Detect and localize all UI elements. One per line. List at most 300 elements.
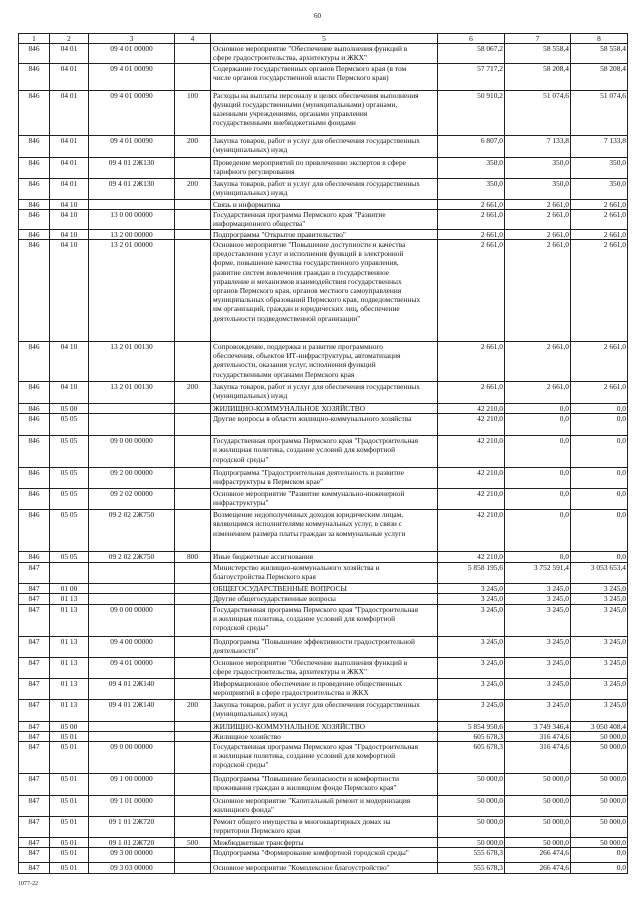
amount-col6-cell: 3 245,0 [438, 699, 505, 721]
amount-col7-cell: 0,0 [505, 404, 571, 414]
amount-col8-cell: 3 245,0 [571, 636, 628, 657]
amount-col6-cell: 42 210,0 [438, 414, 505, 436]
description-cell: Государственная программа Пермского края "Градостроительная и жилищная политика, создание условий для комфортной городской среды" [211, 436, 438, 468]
amount-col8-cell: 3 245,0 [571, 657, 628, 678]
admin-code-cell: 847 [19, 699, 50, 721]
amount-col7-cell: 3 245,0 [505, 678, 571, 699]
description-cell: Основное мероприятие "Обеспечение выполнения функций в сфере градостроительства, архитектуры и ЖКХ" [211, 44, 438, 63]
expense-type-cell [175, 468, 211, 489]
target-article-cell: 09 4 00 00000 [89, 636, 175, 657]
target-article-cell: 09 4 01 2Ж130 [89, 178, 175, 199]
table-row [19, 731, 628, 741]
column-header: 5 [211, 34, 438, 44]
amount-col8-cell: 350,0 [571, 157, 628, 178]
section-code-cell: 05 01 [50, 863, 89, 874]
amount-col6-cell: 2 661,0 [438, 240, 505, 342]
amount-col7-cell: 3 245,0 [505, 584, 571, 594]
admin-code-cell: 846 [19, 240, 50, 342]
expense-type-cell [175, 240, 211, 342]
amount-col7-cell: 3 749 346,4 [505, 721, 571, 731]
description-cell: Закупка товаров, работ и услуг для обеспечения государственных (муниципальных) нужд [211, 178, 438, 199]
description-cell: Основное мероприятие "Обеспечение выполнения функций в сфере градостроительства, архитектуры и ЖКХ" [211, 657, 438, 678]
amount-col8-cell: 58 208,4 [571, 63, 628, 90]
table-row [19, 404, 628, 414]
amount-col6-cell: 5 858 195,6 [438, 563, 505, 584]
admin-code-cell: 846 [19, 178, 50, 199]
column-header: 7 [505, 34, 571, 44]
admin-code-cell: 846 [19, 468, 50, 489]
target-article-cell: 09 4 01 00090 [89, 63, 175, 90]
expense-type-cell [175, 404, 211, 414]
amount-col8-cell: 2 661,0 [571, 342, 628, 382]
description-cell: Другие вопросы в области жилищно-коммунального хозяйства [211, 414, 438, 436]
table-row [19, 240, 628, 342]
amount-col7-cell: 3 245,0 [505, 604, 571, 636]
amount-col7-cell: 2 661,0 [505, 240, 571, 342]
amount-col8-cell: 3 050 408,4 [571, 721, 628, 731]
description-cell: Подпрограмма "Градостроительная деятельность и развитие инфраструктуры в Пермском крае" [211, 468, 438, 489]
target-article-cell: 13 2 01 00000 [89, 240, 175, 342]
amount-col7-cell: 2 661,0 [505, 229, 571, 239]
amount-col6-cell: 3 245,0 [438, 594, 505, 604]
admin-code-cell: 847 [19, 657, 50, 678]
amount-col8-cell: 3 245,0 [571, 699, 628, 721]
description-cell: Возмещение недополученных доходов юридическим лицам, являющимся исполнителями коммунальных услуг, в связи с изменением размера платы граждан за коммунальные услуги [211, 510, 438, 552]
target-article-cell: 09 1 01 00000 [89, 796, 175, 817]
amount-col6-cell: 5 854 950,6 [438, 721, 505, 731]
admin-code-cell: 846 [19, 157, 50, 178]
expense-type-cell: 500 [175, 838, 211, 848]
admin-code-cell: 847 [19, 742, 50, 774]
amount-col8-cell: 2 661,0 [571, 209, 628, 229]
table-row [19, 63, 628, 90]
table-row [19, 229, 628, 239]
table-row [19, 44, 628, 63]
description-cell: Закупка товаров, работ и услуг для обеспечения государственных (муниципальных) нужд [211, 699, 438, 721]
section-code-cell: 05 01 [50, 796, 89, 817]
amount-col8-cell: 0,0 [571, 552, 628, 563]
amount-col6-cell: 2 661,0 [438, 199, 505, 209]
admin-code-cell: 846 [19, 209, 50, 229]
target-article-cell: 09 2 00 00000 [89, 468, 175, 489]
amount-col8-cell: 7 133,8 [571, 135, 628, 157]
description-cell: Подпрограмма "Повышение безопасности и комфортности проживания граждан в жилищном фонде Пермского края" [211, 774, 438, 796]
table-row [19, 817, 628, 838]
section-code-cell: 05 05 [50, 414, 89, 436]
description-cell: Государственная программа Пермского края "Градостроительная и жилищная политика, создание условий для комфортной городской среды" [211, 604, 438, 636]
table-row [19, 636, 628, 657]
amount-col6-cell: 2 661,0 [438, 342, 505, 382]
table-row [19, 209, 628, 229]
section-code-cell: 05 05 [50, 510, 89, 552]
section-code-cell: 01 13 [50, 699, 89, 721]
target-article-cell [89, 199, 175, 209]
section-code-cell: 05 05 [50, 436, 89, 468]
amount-col6-cell: 50 000,0 [438, 817, 505, 838]
description-cell: Государственная программа Пермского края "Градостроительная и жилищная политика, создание условий для комфортной городской среды" [211, 742, 438, 774]
amount-col6-cell: 50 000,0 [438, 838, 505, 848]
description-cell: Межбюджетные трансферты [211, 838, 438, 848]
expense-type-cell [175, 199, 211, 209]
expense-type-cell [175, 796, 211, 817]
admin-code-cell: 847 [19, 817, 50, 838]
target-article-cell [89, 594, 175, 604]
expense-type-cell [175, 848, 211, 863]
description-cell: Подпрограмма "Формирование комфортной городской среды" [211, 848, 438, 863]
description-cell: Расходы на выплаты персоналу в целях обеспечения выполнения функций государственными (муниципальными) органами, казенными учреждениями, органами управления государственными внебюджетными фондами [211, 90, 438, 135]
column-header: 2 [50, 34, 89, 44]
target-article-cell: 09 1 01 2Ж720 [89, 838, 175, 848]
description-cell: Основное мероприятие "Комплексное благоустройство" [211, 863, 438, 874]
admin-code-cell: 846 [19, 489, 50, 510]
expense-type-cell: 200 [175, 382, 211, 404]
table-row [19, 468, 628, 489]
expense-type-cell [175, 678, 211, 699]
description-cell: Иные бюджетные ассигнования [211, 552, 438, 563]
column-header: 3 [89, 34, 175, 44]
column-number-row [19, 34, 628, 44]
target-article-cell: 09 4 01 00000 [89, 657, 175, 678]
amount-col6-cell: 3 245,0 [438, 584, 505, 594]
amount-col7-cell: 0,0 [505, 436, 571, 468]
column-header: 1 [19, 34, 50, 44]
admin-code-cell: 847 [19, 563, 50, 584]
amount-col7-cell: 50 000,0 [505, 838, 571, 848]
target-article-cell: 09 4 01 2Ж140 [89, 699, 175, 721]
table-row [19, 489, 628, 510]
amount-col8-cell: 0,0 [571, 510, 628, 552]
amount-col8-cell: 50 000,0 [571, 731, 628, 741]
footer-code: 1077-22 [18, 881, 38, 887]
amount-col7-cell: 0,0 [505, 489, 571, 510]
amount-col8-cell: 350,0 [571, 178, 628, 199]
description-cell: Информационное обеспечение и проведение общественных мероприятий в сфере градостроительства и ЖКХ [211, 678, 438, 699]
expense-type-cell [175, 510, 211, 552]
amount-col8-cell: 51 074,6 [571, 90, 628, 135]
amount-col8-cell: 0,0 [571, 404, 628, 414]
table-row [19, 436, 628, 468]
amount-col6-cell: 58 067,2 [438, 44, 505, 63]
section-code-cell: 05 01 [50, 774, 89, 796]
description-cell: Министерство жилищно-коммунального хозяйства и благоустройства Пермского края [211, 563, 438, 584]
amount-col6-cell: 3 245,0 [438, 604, 505, 636]
expense-type-cell: 200 [175, 699, 211, 721]
section-code-cell: 04 01 [50, 157, 89, 178]
section-code-cell: 01 13 [50, 636, 89, 657]
admin-code-cell: 846 [19, 342, 50, 382]
table-row [19, 863, 628, 874]
target-article-cell: 13 2 00 00000 [89, 229, 175, 239]
amount-col8-cell: 0,0 [571, 848, 628, 863]
admin-code-cell: 847 [19, 721, 50, 731]
target-article-cell: 09 3 03 00000 [89, 863, 175, 874]
amount-col6-cell: 555 678,3 [438, 863, 505, 874]
amount-col7-cell: 316 474,6 [505, 742, 571, 774]
expense-type-cell [175, 157, 211, 178]
table-row [19, 157, 628, 178]
table-row [19, 563, 628, 584]
target-article-cell: 09 0 00 00000 [89, 604, 175, 636]
target-article-cell [89, 584, 175, 594]
admin-code-cell: 846 [19, 436, 50, 468]
admin-code-cell: 847 [19, 796, 50, 817]
amount-col7-cell: 58 558,4 [505, 44, 571, 63]
amount-col6-cell: 3 245,0 [438, 636, 505, 657]
target-article-cell [89, 404, 175, 414]
target-article-cell: 09 2 02 00000 [89, 489, 175, 510]
expense-type-cell [175, 342, 211, 382]
expense-type-cell [175, 414, 211, 436]
admin-code-cell: 846 [19, 199, 50, 209]
amount-col8-cell: 3 053 653,4 [571, 563, 628, 584]
column-header: 6 [438, 34, 505, 44]
table-row [19, 678, 628, 699]
amount-col7-cell: 3 245,0 [505, 636, 571, 657]
amount-col7-cell: 3 752 591,4 [505, 563, 571, 584]
table-row [19, 90, 628, 135]
target-article-cell: 13 2 01 00130 [89, 342, 175, 382]
description-cell: Государственная программа Пермского края "Развитие информационного общества" [211, 209, 438, 229]
section-code-cell: 01 13 [50, 594, 89, 604]
admin-code-cell: 846 [19, 404, 50, 414]
amount-col8-cell: 0,0 [571, 414, 628, 436]
section-code-cell: 04 01 [50, 44, 89, 63]
description-cell: Содержание государственных органов Пермского края (в том числе органов государственной власти Пермского края) [211, 63, 438, 90]
amount-col8-cell: 0,0 [571, 436, 628, 468]
admin-code-cell: 847 [19, 731, 50, 741]
target-article-cell: 09 4 01 2Ж140 [89, 678, 175, 699]
admin-code-cell: 847 [19, 594, 50, 604]
table-row [19, 135, 628, 157]
amount-col7-cell: 3 245,0 [505, 657, 571, 678]
amount-col8-cell: 3 245,0 [571, 678, 628, 699]
amount-col8-cell: 58 558,4 [571, 44, 628, 63]
amount-col7-cell: 266 474,6 [505, 863, 571, 874]
target-article-cell: 09 3 00 00000 [89, 848, 175, 863]
amount-col7-cell: 2 661,0 [505, 382, 571, 404]
section-code-cell: 01 13 [50, 604, 89, 636]
admin-code-cell: 846 [19, 414, 50, 436]
section-code-cell: 05 00 [50, 404, 89, 414]
admin-code-cell: 847 [19, 584, 50, 594]
amount-col7-cell: 3 245,0 [505, 699, 571, 721]
page-number: 60 [314, 12, 321, 20]
expense-type-cell: 100 [175, 90, 211, 135]
table-row [19, 796, 628, 817]
description-cell: Подпрограмма "Повышение эффективности градостроительной деятельности" [211, 636, 438, 657]
table-row [19, 848, 628, 863]
section-code-cell: 04 10 [50, 342, 89, 382]
table-row [19, 510, 628, 552]
section-code-cell: 04 01 [50, 90, 89, 135]
expense-type-cell [175, 721, 211, 731]
target-article-cell: 13 0 00 00000 [89, 209, 175, 229]
amount-col6-cell: 42 210,0 [438, 510, 505, 552]
amount-col7-cell: 50 000,0 [505, 817, 571, 838]
section-code-cell: 04 10 [50, 199, 89, 209]
expense-type-cell [175, 817, 211, 838]
admin-code-cell: 847 [19, 636, 50, 657]
target-article-cell [89, 731, 175, 741]
target-article-cell: 09 0 00 00000 [89, 436, 175, 468]
amount-col6-cell: 42 210,0 [438, 468, 505, 489]
description-cell: Подпрограмма "Открытое правительство" [211, 229, 438, 239]
admin-code-cell: 846 [19, 63, 50, 90]
amount-col7-cell: 0,0 [505, 414, 571, 436]
description-cell: Связь и информатика [211, 199, 438, 209]
admin-code-cell: 846 [19, 510, 50, 552]
amount-col6-cell: 2 661,0 [438, 209, 505, 229]
amount-col6-cell: 2 661,0 [438, 382, 505, 404]
amount-col8-cell: 50 000,0 [571, 796, 628, 817]
expense-type-cell [175, 636, 211, 657]
amount-col7-cell: 0,0 [505, 552, 571, 563]
expense-type-cell [175, 657, 211, 678]
section-code-cell: 05 01 [50, 817, 89, 838]
expense-type-cell [175, 563, 211, 584]
amount-col7-cell: 7 133,8 [505, 135, 571, 157]
admin-code-cell: 846 [19, 552, 50, 563]
section-code-cell: 04 10 [50, 209, 89, 229]
table-row [19, 604, 628, 636]
description-cell: Другие общегосударственные вопросы [211, 594, 438, 604]
admin-code-cell: 847 [19, 604, 50, 636]
expense-type-cell [175, 604, 211, 636]
description-cell: ЖИЛИЩНО-КОММУНАЛЬНОЕ ХОЗЯЙСТВО [211, 404, 438, 414]
description-cell: Ремонт общего имущества в многоквартирных домах на территории Пермского края [211, 817, 438, 838]
target-article-cell: 09 4 01 00090 [89, 90, 175, 135]
section-code-cell: 04 10 [50, 229, 89, 239]
expense-type-cell [175, 774, 211, 796]
amount-col8-cell: 50 000,0 [571, 774, 628, 796]
admin-code-cell: 847 [19, 848, 50, 863]
description-cell: ОБЩЕГОСУДАРСТВЕННЫЕ ВОПРОСЫ [211, 584, 438, 594]
admin-code-cell: 846 [19, 229, 50, 239]
expense-type-cell: 800 [175, 552, 211, 563]
amount-col8-cell: 2 661,0 [571, 199, 628, 209]
amount-col8-cell: 2 661,0 [571, 240, 628, 342]
amount-col7-cell: 2 661,0 [505, 199, 571, 209]
expense-type-cell [175, 742, 211, 774]
amount-col6-cell: 42 210,0 [438, 489, 505, 510]
section-code-cell: 05 01 [50, 848, 89, 863]
section-code-cell [50, 563, 89, 584]
amount-col7-cell: 51 074,6 [505, 90, 571, 135]
amount-col8-cell: 0,0 [571, 468, 628, 489]
amount-col8-cell: 2 661,0 [571, 229, 628, 239]
table-row [19, 721, 628, 731]
amount-col6-cell: 350,0 [438, 157, 505, 178]
description-cell: Основное мероприятие "Повышение доступности и качества предоставления услуг и исполнения функций в электронной форме, повышение качества государственного управления, развитие систем вовлечения граждан в государственное управление и механизмов взаимодействия государственных органов Пермского края, органов местного самоуправления муниципальных образований Пермского края, подведомственных им организаций, граждан и юридических лиц, обеспечение деятельности подведомственной организации" [211, 240, 438, 342]
expense-type-cell [175, 594, 211, 604]
amount-col6-cell: 605 678,3 [438, 731, 505, 741]
target-article-cell [89, 563, 175, 584]
amount-col8-cell: 2 661,0 [571, 382, 628, 404]
column-header: 4 [175, 34, 211, 44]
expense-type-cell [175, 863, 211, 874]
table-row [19, 838, 628, 848]
target-article-cell: 09 4 01 00090 [89, 135, 175, 157]
column-header: 8 [571, 34, 628, 44]
amount-col6-cell: 57 717,2 [438, 63, 505, 90]
amount-col8-cell: 0,0 [571, 863, 628, 874]
table-row [19, 584, 628, 594]
amount-col6-cell: 50 000,0 [438, 774, 505, 796]
expense-type-cell [175, 229, 211, 239]
amount-col8-cell: 3 245,0 [571, 584, 628, 594]
table-body [19, 44, 628, 874]
table-row [19, 657, 628, 678]
section-code-cell: 05 01 [50, 731, 89, 741]
amount-col6-cell: 42 210,0 [438, 404, 505, 414]
amount-col8-cell: 50 000,0 [571, 742, 628, 774]
target-article-cell: 13 2 01 00130 [89, 382, 175, 404]
amount-col7-cell: 3 245,0 [505, 594, 571, 604]
table-row [19, 342, 628, 382]
section-code-cell: 04 10 [50, 382, 89, 404]
description-cell: Жилищное хозяйство [211, 731, 438, 741]
table-row [19, 414, 628, 436]
expense-type-cell [175, 584, 211, 594]
admin-code-cell: 847 [19, 838, 50, 848]
target-article-cell: 09 1 01 2Ж720 [89, 817, 175, 838]
admin-code-cell: 847 [19, 774, 50, 796]
section-code-cell: 05 05 [50, 489, 89, 510]
amount-col6-cell: 2 661,0 [438, 229, 505, 239]
amount-col6-cell: 50 910,2 [438, 90, 505, 135]
amount-col7-cell: 0,0 [505, 510, 571, 552]
admin-code-cell: 847 [19, 863, 50, 874]
admin-code-cell: 846 [19, 44, 50, 63]
amount-col7-cell: 50 000,0 [505, 796, 571, 817]
amount-col6-cell: 42 210,0 [438, 436, 505, 468]
table-row [19, 552, 628, 563]
amount-col8-cell: 0,0 [571, 489, 628, 510]
target-article-cell: 09 1 00 00000 [89, 774, 175, 796]
amount-col8-cell: 3 245,0 [571, 594, 628, 604]
amount-col6-cell: 605 678,3 [438, 742, 505, 774]
amount-col6-cell: 3 245,0 [438, 657, 505, 678]
section-code-cell: 05 05 [50, 552, 89, 563]
section-code-cell: 04 01 [50, 135, 89, 157]
target-article-cell [89, 414, 175, 436]
amount-col7-cell: 50 000,0 [505, 774, 571, 796]
amount-col7-cell: 350,0 [505, 178, 571, 199]
amount-col6-cell: 42 210,0 [438, 552, 505, 563]
admin-code-cell: 846 [19, 90, 50, 135]
table-row [19, 594, 628, 604]
expense-type-cell: 200 [175, 135, 211, 157]
amount-col8-cell: 3 245,0 [571, 604, 628, 636]
table-row [19, 382, 628, 404]
table-row [19, 774, 628, 796]
table-row [19, 199, 628, 209]
description-cell: Закупка товаров, работ и услуг для обеспечения государственных (муниципальных) нужд [211, 382, 438, 404]
amount-col6-cell: 6 807,0 [438, 135, 505, 157]
amount-col7-cell: 2 661,0 [505, 209, 571, 229]
description-cell: Сопровождение, поддержка и развитие программного обеспечения, объектов ИТ-инфраструктуры, автоматизация деятельности, оказания услуг, исполнения функций государственными органами Пермского края [211, 342, 438, 382]
section-code-cell: 05 00 [50, 721, 89, 731]
budget-table [18, 33, 628, 874]
admin-code-cell: 846 [19, 382, 50, 404]
target-article-cell: 09 2 02 2Ж750 [89, 552, 175, 563]
amount-col6-cell: 350,0 [438, 178, 505, 199]
expense-type-cell [175, 436, 211, 468]
section-code-cell: 04 01 [50, 178, 89, 199]
section-code-cell: 04 01 [50, 63, 89, 90]
admin-code-cell: 847 [19, 678, 50, 699]
target-article-cell [89, 721, 175, 731]
